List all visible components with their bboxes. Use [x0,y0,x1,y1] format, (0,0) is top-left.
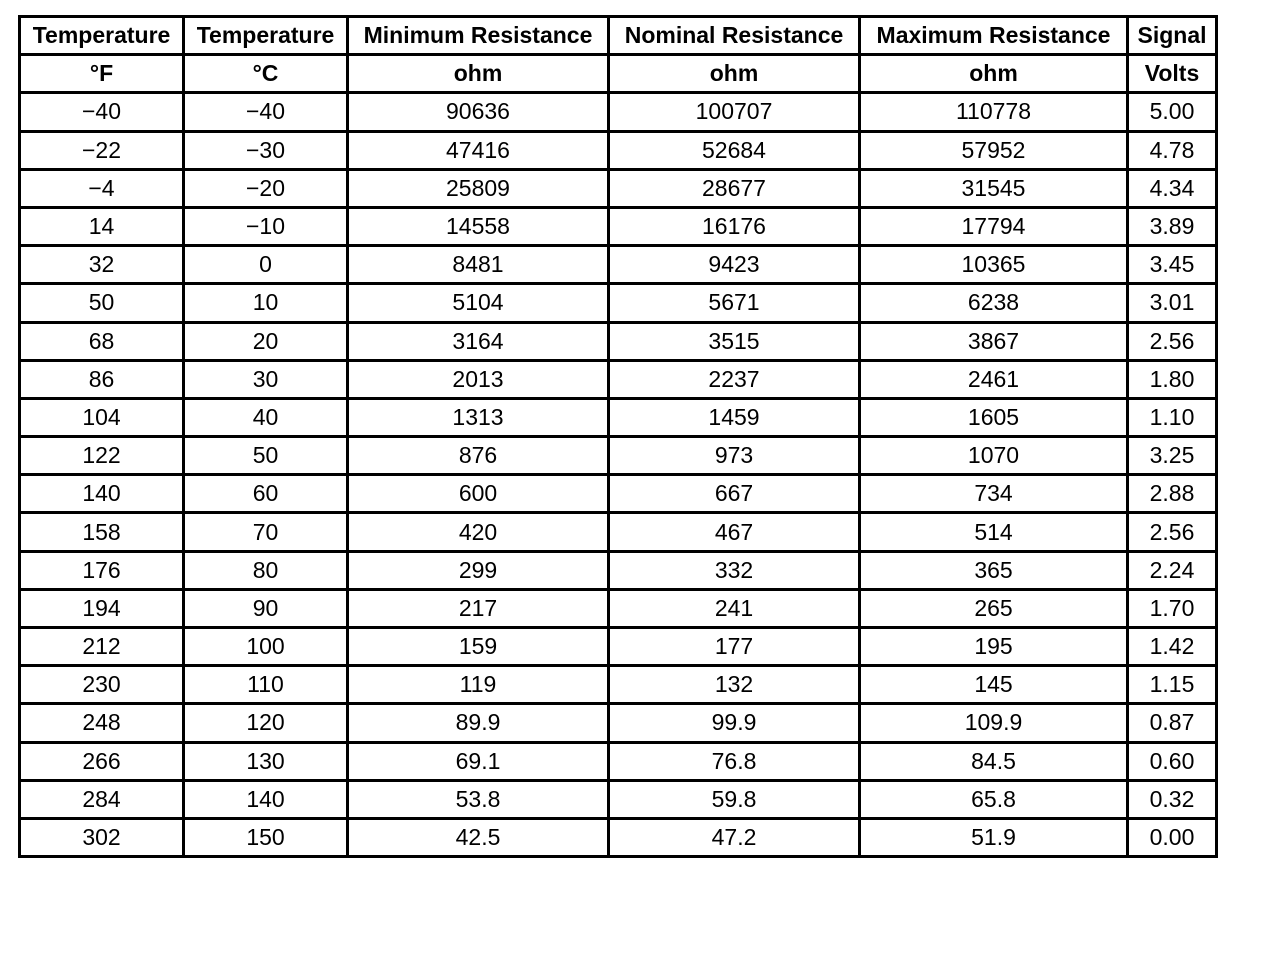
cell-nominal-resistance: 177 [609,628,860,666]
table-row [20,475,1217,513]
cell-max-resistance: 2461 [860,360,1128,398]
table-row [20,131,1217,169]
document-page [18,15,1215,858]
cell-temp-f: 176 [20,551,184,589]
cell-signal-volts: 1.70 [1128,589,1217,627]
cell-temp-c: 130 [184,742,348,780]
cell-min-resistance: 25809 [348,169,609,207]
table-row [20,246,1217,284]
cell-min-resistance: 69.1 [348,742,609,780]
cell-temp-f: 32 [20,246,184,284]
cell-nominal-resistance: 332 [609,551,860,589]
cell-temp-f: 104 [20,398,184,436]
cell-temp-c: 60 [184,475,348,513]
cell-temp-f: 68 [20,322,184,360]
cell-temp-f: 284 [20,780,184,818]
cell-max-resistance: 365 [860,551,1128,589]
table-row [20,628,1217,666]
table-row [20,818,1217,856]
cell-min-resistance: 89.9 [348,704,609,742]
cell-min-resistance: 2013 [348,360,609,398]
unit-header-max-resistance: ohm [860,55,1128,93]
table-row [20,437,1217,475]
column-header-temp-c: Temperature [184,17,348,55]
cell-nominal-resistance: 667 [609,475,860,513]
cell-signal-volts: 2.88 [1128,475,1217,513]
cell-min-resistance: 159 [348,628,609,666]
cell-temp-f: 14 [20,207,184,245]
unit-header-nominal-resistance: ohm [609,55,860,93]
cell-signal-volts: 2.24 [1128,551,1217,589]
cell-nominal-resistance: 132 [609,666,860,704]
table-header [20,17,1217,93]
cell-max-resistance: 65.8 [860,780,1128,818]
cell-min-resistance: 600 [348,475,609,513]
table-row [20,513,1217,551]
cell-nominal-resistance: 973 [609,437,860,475]
cell-temp-f: 248 [20,704,184,742]
cell-signal-volts: 0.87 [1128,704,1217,742]
cell-min-resistance: 5104 [348,284,609,322]
cell-min-resistance: 299 [348,551,609,589]
cell-nominal-resistance: 28677 [609,169,860,207]
cell-nominal-resistance: 52684 [609,131,860,169]
unit-header-signal-volts: Volts [1128,55,1217,93]
cell-max-resistance: 6238 [860,284,1128,322]
cell-temp-c: 30 [184,360,348,398]
cell-temp-c: 0 [184,246,348,284]
cell-temp-c: −40 [184,93,348,131]
cell-nominal-resistance: 3515 [609,322,860,360]
cell-nominal-resistance: 16176 [609,207,860,245]
column-header-max-resistance: Maximum Resistance [860,17,1128,55]
cell-temp-c: 140 [184,780,348,818]
table-row [20,742,1217,780]
cell-temp-f: 230 [20,666,184,704]
cell-max-resistance: 3867 [860,322,1128,360]
cell-min-resistance: 90636 [348,93,609,131]
cell-nominal-resistance: 99.9 [609,704,860,742]
cell-max-resistance: 734 [860,475,1128,513]
cell-temp-f: 158 [20,513,184,551]
cell-max-resistance: 84.5 [860,742,1128,780]
cell-min-resistance: 14558 [348,207,609,245]
cell-temp-f: 122 [20,437,184,475]
unit-header-min-resistance: ohm [348,55,609,93]
table-row [20,704,1217,742]
cell-temp-f: 302 [20,818,184,856]
cell-min-resistance: 53.8 [348,780,609,818]
cell-signal-volts: 3.01 [1128,284,1217,322]
cell-min-resistance: 217 [348,589,609,627]
cell-signal-volts: 1.42 [1128,628,1217,666]
cell-signal-volts: 4.34 [1128,169,1217,207]
unit-header-temp-c: °C [184,55,348,93]
cell-nominal-resistance: 241 [609,589,860,627]
table-row [20,322,1217,360]
cell-temp-c: 20 [184,322,348,360]
column-header-signal-volts: Signal [1128,17,1217,55]
cell-max-resistance: 145 [860,666,1128,704]
cell-temp-f: 266 [20,742,184,780]
cell-signal-volts: 3.45 [1128,246,1217,284]
cell-nominal-resistance: 1459 [609,398,860,436]
cell-signal-volts: 0.00 [1128,818,1217,856]
table-row [20,284,1217,322]
cell-signal-volts: 1.15 [1128,666,1217,704]
cell-signal-volts: 2.56 [1128,322,1217,360]
cell-temp-c: −20 [184,169,348,207]
cell-temp-f: −40 [20,93,184,131]
cell-max-resistance: 51.9 [860,818,1128,856]
cell-temp-c: 110 [184,666,348,704]
cell-max-resistance: 109.9 [860,704,1128,742]
table-row [20,398,1217,436]
column-header-min-resistance: Minimum Resistance [348,17,609,55]
cell-min-resistance: 47416 [348,131,609,169]
cell-max-resistance: 514 [860,513,1128,551]
cell-max-resistance: 31545 [860,169,1128,207]
table-row [20,169,1217,207]
cell-nominal-resistance: 47.2 [609,818,860,856]
cell-temp-f: 194 [20,589,184,627]
cell-max-resistance: 1070 [860,437,1128,475]
cell-temp-f: 140 [20,475,184,513]
table-row [20,666,1217,704]
cell-min-resistance: 420 [348,513,609,551]
column-header-temp-f: Temperature [20,17,184,55]
cell-signal-volts: 1.10 [1128,398,1217,436]
cell-temp-c: −30 [184,131,348,169]
cell-signal-volts: 2.56 [1128,513,1217,551]
cell-signal-volts: 1.80 [1128,360,1217,398]
cell-temp-c: 40 [184,398,348,436]
cell-max-resistance: 57952 [860,131,1128,169]
cell-min-resistance: 876 [348,437,609,475]
cell-signal-volts: 5.00 [1128,93,1217,131]
cell-signal-volts: 0.60 [1128,742,1217,780]
cell-max-resistance: 1605 [860,398,1128,436]
cell-max-resistance: 110778 [860,93,1128,131]
column-header-nominal-resistance: Nominal Resistance [609,17,860,55]
cell-min-resistance: 8481 [348,246,609,284]
header-row-units [20,55,1217,93]
cell-signal-volts: 3.89 [1128,207,1217,245]
cell-nominal-resistance: 59.8 [609,780,860,818]
table-row [20,780,1217,818]
cell-min-resistance: 3164 [348,322,609,360]
cell-nominal-resistance: 76.8 [609,742,860,780]
cell-temp-f: 86 [20,360,184,398]
cell-min-resistance: 1313 [348,398,609,436]
cell-max-resistance: 195 [860,628,1128,666]
cell-temp-c: 50 [184,437,348,475]
cell-min-resistance: 42.5 [348,818,609,856]
unit-header-temp-f: °F [20,55,184,93]
cell-max-resistance: 265 [860,589,1128,627]
cell-max-resistance: 10365 [860,246,1128,284]
temperature-resistance-table [18,15,1218,858]
cell-signal-volts: 0.32 [1128,780,1217,818]
cell-nominal-resistance: 2237 [609,360,860,398]
table-row [20,551,1217,589]
cell-nominal-resistance: 100707 [609,93,860,131]
header-row-labels [20,17,1217,55]
table-row [20,589,1217,627]
cell-temp-c: 80 [184,551,348,589]
cell-max-resistance: 17794 [860,207,1128,245]
cell-temp-c: 150 [184,818,348,856]
cell-temp-c: 120 [184,704,348,742]
cell-temp-f: 50 [20,284,184,322]
table-row [20,207,1217,245]
cell-signal-volts: 4.78 [1128,131,1217,169]
cell-nominal-resistance: 5671 [609,284,860,322]
cell-temp-c: 90 [184,589,348,627]
cell-temp-f: 212 [20,628,184,666]
cell-temp-f: −22 [20,131,184,169]
cell-temp-c: 10 [184,284,348,322]
table-row [20,93,1217,131]
cell-temp-c: 100 [184,628,348,666]
table-body [20,93,1217,857]
cell-temp-f: −4 [20,169,184,207]
cell-min-resistance: 119 [348,666,609,704]
cell-nominal-resistance: 9423 [609,246,860,284]
cell-temp-c: −10 [184,207,348,245]
cell-signal-volts: 3.25 [1128,437,1217,475]
table-row [20,360,1217,398]
cell-temp-c: 70 [184,513,348,551]
cell-nominal-resistance: 467 [609,513,860,551]
